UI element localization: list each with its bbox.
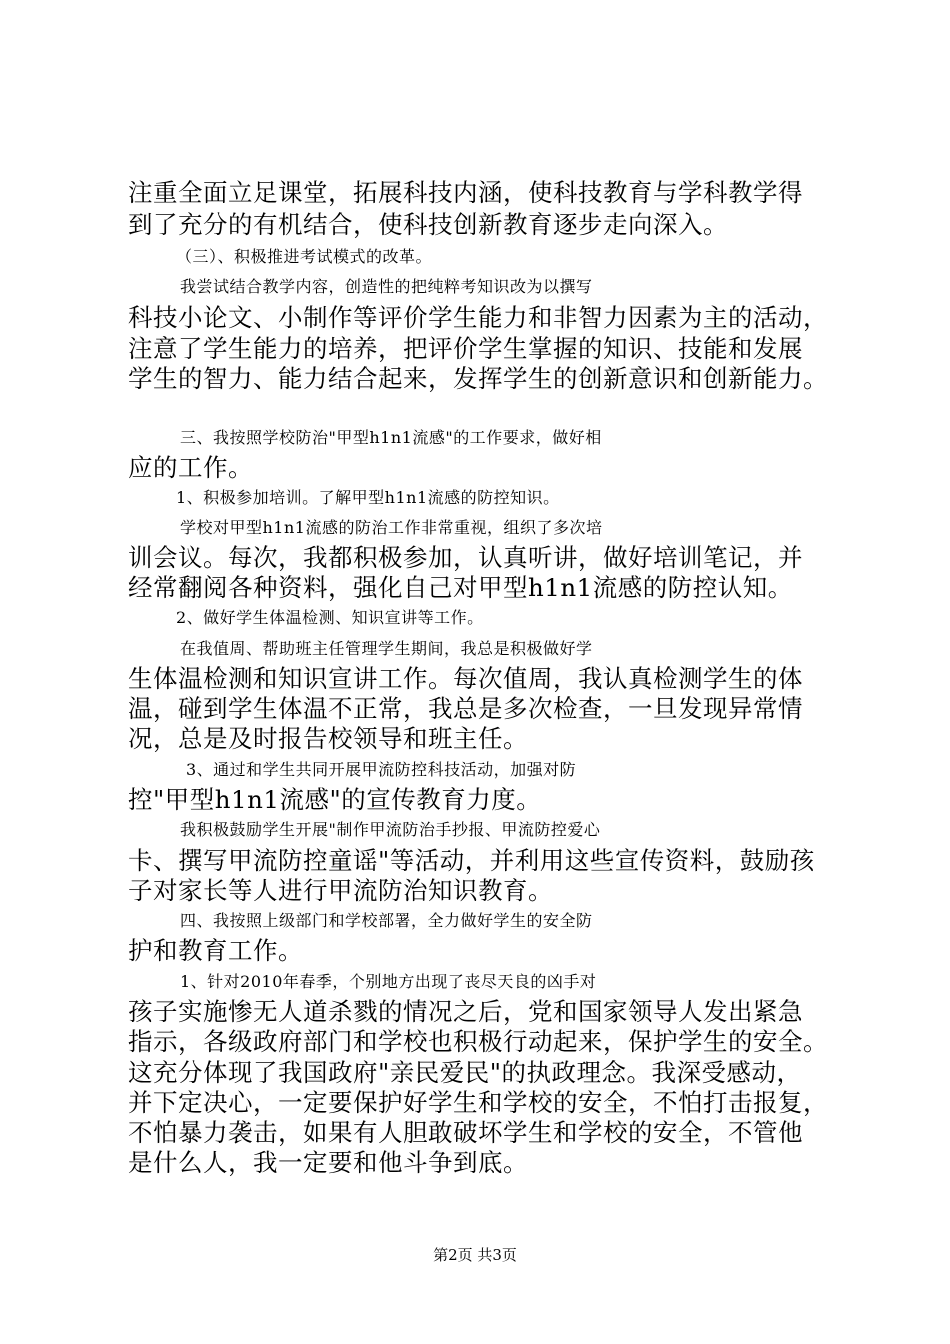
text-line: 指示，各级政府部门和学校也积极行动起来，保护学生的安全。 [128, 1027, 828, 1056]
text-line: 到了充分的有机结合，使科技创新教育逐步走向深入。 [128, 210, 728, 239]
subsection-heading: 1、积极参加培训。了解甲型h1n1流感的防控知识。 [176, 488, 560, 507]
text-line: 温，碰到学生体温不正常，我总是多次检查，一旦发现异常情 [128, 694, 803, 723]
text-line: 注重全面立足课堂，拓展科技内涵，使科技教育与学科教学得 [128, 178, 803, 207]
section-heading: 四、我按照上级部门和学校部署，全力做好学生的安全防 [180, 911, 593, 930]
text-line: 我尝试结合教学内容，创造性的把纯粹考知识改为以撰写 [180, 277, 593, 296]
text-line: 孩子实施惨无人道杀戮的情况之后，党和国家领导人发出紧急 [128, 997, 803, 1026]
text-line: 子对家长等人进行甲流防治知识教育。 [128, 876, 553, 905]
text-line: 护和教育工作。 [128, 936, 303, 965]
subsection-heading: 2、做好学生体温检测、知识宣讲等工作。 [176, 608, 484, 627]
text-line: 卡、撰写甲流防控童谣"等活动，并利用这些宣传资料，鼓励孩 [128, 846, 815, 875]
text-line: 并下定决心，一定要保护好学生和学校的安全，不怕打击报复， [128, 1088, 828, 1117]
text-line: 不怕暴力袭击，如果有人胆敢破坏学生和学校的安全，不管他 [128, 1118, 803, 1147]
text-line: 况，总是及时报告校领导和班主任。 [128, 724, 528, 753]
text-line: 我积极鼓励学生开展"制作甲流防治手抄报、甲流防控爱心 [180, 820, 601, 839]
text-line: 在我值周、帮助班主任管理学生期间，我总是积极做好学 [180, 639, 593, 658]
subsection-heading: 1、针对2010年春季，个别地方出现了丧尽天良的凶手对 [180, 972, 597, 991]
text-line: 学生的智力、能力结合起来，发挥学生的创新意识和创新能力。 [128, 364, 828, 393]
text-line: 经常翻阅各种资料，强化自己对甲型h1n1流感的防控认知。 [128, 573, 793, 602]
text-line: 是什么人，我一定要和他斗争到底。 [128, 1148, 528, 1177]
subsection-heading: 3、通过和学生共同开展甲流防控科技活动，加强对防 [186, 760, 577, 779]
text-line: 科技小论文、小制作等评价学生能力和非智力因素为主的活动， [128, 303, 828, 332]
text-line: 学校对甲型h1n1流感的防治工作非常重视，组织了多次培 [180, 518, 603, 537]
text-line: 控"甲型h1n1流感"的宣传教育力度。 [128, 785, 542, 814]
text-line: 这充分体现了我国政府"亲民爱民"的执政理念。我深受感动， [128, 1058, 802, 1087]
text-line: 注意了学生能力的培养，把评价学生掌握的知识、技能和发展 [128, 334, 803, 363]
section-heading: （三）、积极推进考试模式的改革。 [176, 247, 433, 266]
section-heading: 三、我按照学校防治"甲型h1n1流感"的工作要求，做好相 [180, 428, 602, 447]
text-line: 训会议。每次，我都积极参加，认真听讲，做好培训笔记，并 [128, 543, 803, 572]
page-number-footer: 第2页 共3页 [433, 1246, 517, 1264]
text-line: 应的工作。 [128, 453, 253, 482]
text-line: 生体温检测和知识宣讲工作。每次值周，我认真检测学生的体 [128, 664, 803, 693]
